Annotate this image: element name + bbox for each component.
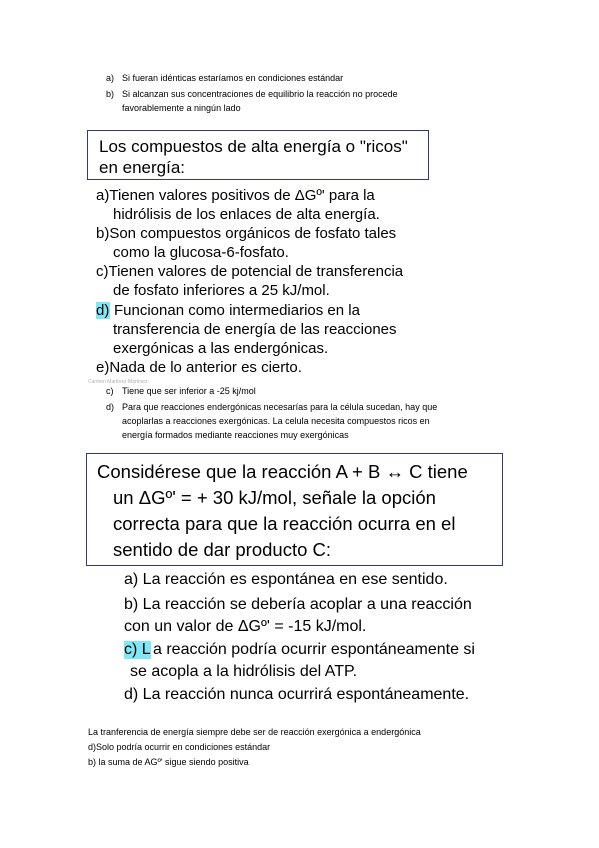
question2-title-line1: Considérese que la reacción A + B ↔ C tiene — [97, 461, 468, 482]
bottom-note-line3: b) la suma de AGº' sigue siendo positiva — [88, 757, 249, 767]
question1-option-a-line1: a)Tienen valores positivos de ΔGº' para la — [96, 187, 375, 204]
question1-option-b-line1: b)Son compuestos orgánicos de fosfato tales — [96, 225, 397, 242]
question1-option-d-line1: Funcionan como intermediarios en la — [114, 302, 360, 319]
question1-option-d-highlight: d) — [96, 302, 110, 319]
question2-option-d: d) La reacción nunca ocurrirá espontáneamente. — [124, 686, 470, 703]
note-c-label: c) — [106, 386, 114, 396]
question1-option-d-line3: exergónicas a las endergónicas. — [113, 340, 329, 357]
note-d-text-line1: Para que reacciones endergónicas necesarías para la célula sucedan, hay que — [122, 402, 438, 412]
note-b-text-line1: Si alcanzan sus concentraciones de equilibrio la reacción no procede — [122, 89, 398, 99]
question2-option-b-line2: con un valor de ΔGº' = -15 kJ/mol. — [124, 618, 367, 635]
question1-title-line1: Los compuestos de alta energía o "ricos" — [99, 137, 408, 156]
question2-title-line3: correcta para que la reacción ocurra en el — [113, 513, 456, 534]
question2-option-b-line1: b) La reacción se debería acoplar a una reacción — [124, 596, 472, 613]
question1-title-line2: en energía: — [99, 158, 186, 177]
note-a-text: Si fueran idénticas estaríamos en condiciones estándar — [122, 73, 344, 83]
note-b-text-line2: favorablemente a ningún lado — [122, 103, 241, 113]
question1-option-e-line1: e)Nada de lo anterior es cierto. — [96, 359, 302, 376]
note-d-label: d) — [106, 402, 115, 412]
question2-option-c-line1: a reacción podría ocurrir espontáneamente si — [153, 641, 475, 658]
note-d-text-line3: energía formados mediante reacciones muy exergónicas — [122, 430, 349, 440]
question1-option-d-line2: transferencia de energía de las reacciones — [113, 321, 397, 338]
bottom-note-line2: d)Solo podría ocurrir en condiciones estándar — [88, 742, 271, 752]
question2-option-a: a) La reacción es espontánea en ese sentido. — [124, 571, 448, 588]
question1-option-c-line1: c)Tienen valores de potencial de transferencia — [96, 263, 404, 280]
question2-title-line2: un ΔGº' = + 30 kJ/mol, señale la opción — [113, 487, 436, 508]
question1-option-a-line2: hidrólisis de los enlaces de alta energía. — [113, 206, 380, 223]
note-a-label: a) — [106, 73, 115, 83]
note-d-text-line2: acoplarlas a reacciones exergónicas. La celula necesita compuestos ricos en — [122, 416, 430, 426]
question1-option-c-line2: de fosfato inferiores a 25 kJ/mol. — [113, 282, 330, 299]
question2-option-c-highlight: c) L — [124, 641, 151, 658]
bottom-note-line1: La tranferencia de energía siempre debe ser de reacción exergónica a endergónica — [88, 727, 421, 737]
question2-option-c-line2: se acopla a la hidrólisis del ATP. — [130, 663, 358, 680]
note-c-text: Tiene que ser inferior a -25 kj/mol — [122, 386, 256, 396]
question2-title-line4: sentido de dar producto C: — [113, 539, 332, 560]
question1-option-b-line2: como la glucosa-6-fosfato. — [113, 244, 289, 261]
author-watermark: Carmen Martínez Martínez — [88, 379, 148, 385]
note-b-label: b) — [106, 89, 115, 99]
